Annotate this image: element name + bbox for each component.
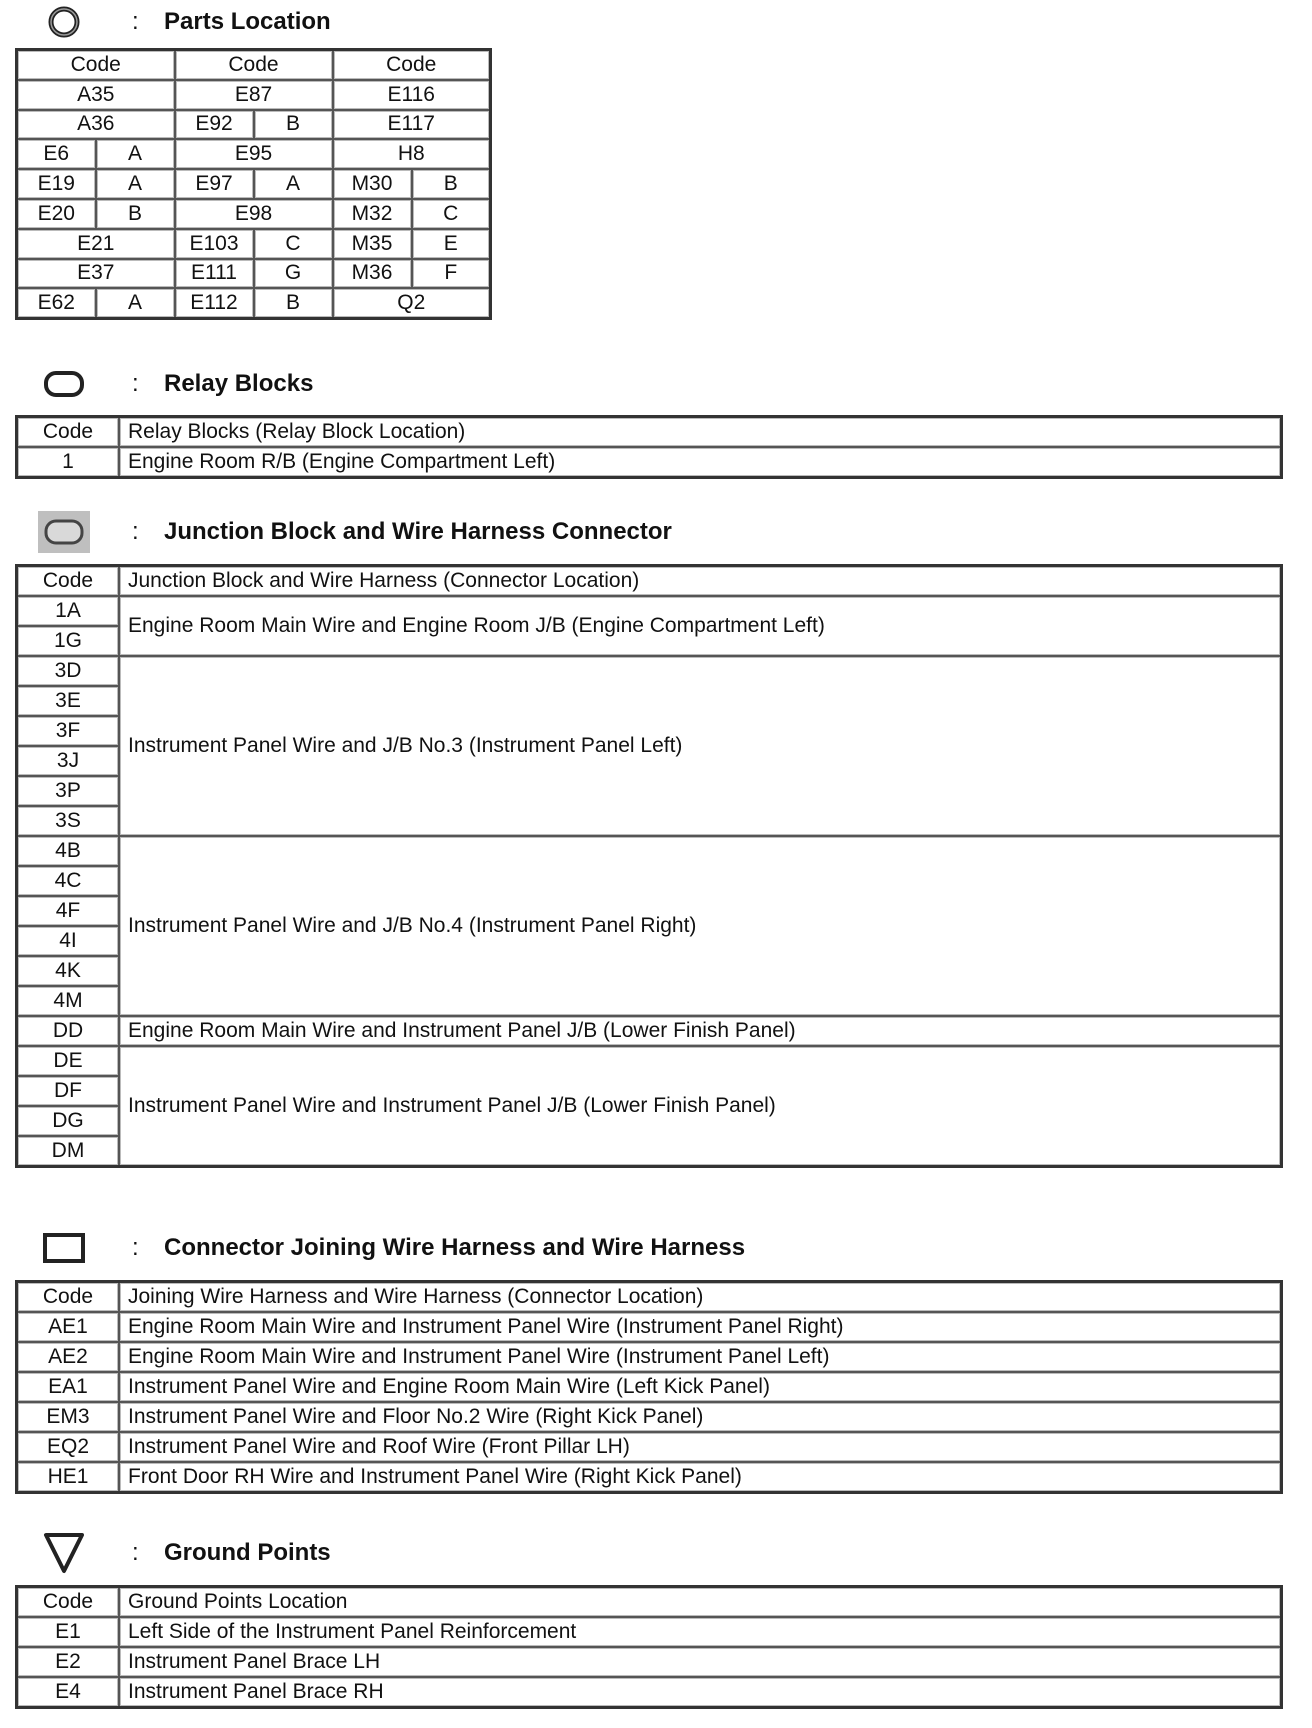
column-header: Code (175, 50, 333, 80)
code-cell: DE (17, 1046, 120, 1076)
location-column-header: Joining Wire Harness and Wire Harness (Connector Location) (119, 1282, 1282, 1313)
table-cell: E97 (175, 169, 254, 199)
header-row (17, 1282, 1282, 1313)
location-cell: Instrument Panel Brace LH (119, 1647, 1282, 1677)
table-row (17, 80, 491, 110)
location-cell: Front Door RH Wire and Instrument Panel Wire (Right Kick Panel) (119, 1462, 1282, 1493)
table-cell: E6 (17, 139, 96, 169)
code-cell: E1 (17, 1617, 120, 1647)
code-cell: E2 (17, 1647, 120, 1677)
ground-points-heading (36, 1533, 331, 1573)
location-cell: Engine Room Main Wire and Instrument Panel J/B (Lower Finish Panel) (119, 1016, 1282, 1046)
location-cell: Engine Room R/B (Engine Compartment Left) (119, 447, 1282, 478)
code-cell: 3F (17, 716, 120, 746)
table-row (17, 1647, 1282, 1677)
code-cell: 3D (17, 656, 120, 686)
code-cell: 4F (17, 896, 120, 926)
table-cell: E112 (175, 288, 254, 318)
column-header: Code (333, 50, 491, 80)
header-row (17, 417, 1282, 448)
location-cell: Engine Room Main Wire and Instrument Panel Wire (Instrument Panel Right) (119, 1312, 1282, 1342)
table-cell: A36 (17, 110, 175, 140)
heading-colon: : (132, 1234, 139, 1261)
location-cell: Instrument Panel Wire and Roof Wire (Front Pillar LH) (119, 1432, 1282, 1462)
table-row (17, 169, 491, 199)
table-cell: E111 (175, 259, 254, 289)
table-cell: A (96, 288, 175, 318)
ground-points-table (15, 1585, 1283, 1709)
table-row (17, 1016, 1282, 1046)
heading-colon: : (132, 1539, 139, 1566)
code-cell: 3P (17, 776, 120, 806)
table-cell: E37 (17, 259, 175, 289)
table-cell: E116 (333, 80, 491, 110)
table-cell: B (254, 110, 333, 140)
heading-colon: : (132, 370, 139, 397)
location-cell: Instrument Panel Wire and Floor No.2 Wire (Right Kick Panel) (119, 1402, 1282, 1432)
code-cell: DM (17, 1136, 120, 1167)
table-cell: M30 (333, 169, 412, 199)
table-row (17, 1372, 1282, 1402)
table-cell: M32 (333, 199, 412, 229)
code-column-header: Code (17, 566, 120, 597)
table-cell: E19 (17, 169, 96, 199)
code-cell: 4I (17, 926, 120, 956)
table-row (17, 1617, 1282, 1647)
code-cell: EA1 (17, 1372, 120, 1402)
table-row (17, 229, 491, 259)
table-row (17, 1677, 1282, 1708)
table-cell: A (96, 169, 175, 199)
section-title: Ground Points (164, 1539, 331, 1566)
code-cell: 4B (17, 836, 120, 866)
code-cell: DF (17, 1076, 120, 1106)
table-cell: E (412, 229, 491, 259)
heading-colon: : (132, 518, 139, 545)
table-cell: E117 (333, 110, 491, 140)
table-row (17, 288, 491, 318)
code-cell: EM3 (17, 1402, 120, 1432)
table-row (17, 1046, 1282, 1076)
table-cell: G (254, 259, 333, 289)
connector-table (15, 1280, 1283, 1494)
table-cell: M35 (333, 229, 412, 259)
table-cell: E20 (17, 199, 96, 229)
header-row (17, 1587, 1282, 1618)
code-cell: 4M (17, 986, 120, 1016)
table-cell: Q2 (333, 288, 491, 318)
parts-location-table (15, 48, 492, 320)
location-cell: Instrument Panel Brace RH (119, 1677, 1282, 1708)
location-column-header: Relay Blocks (Relay Block Location) (119, 417, 1282, 448)
section-title: Connector Joining Wire Harness and Wire Harness (164, 1234, 746, 1261)
code-cell: DG (17, 1106, 120, 1136)
code-cell: DD (17, 1016, 120, 1046)
table-cell: C (254, 229, 333, 259)
table-row (17, 1402, 1282, 1432)
table-row (17, 1462, 1282, 1493)
code-cell: 3J (17, 746, 120, 776)
section-title: Junction Block and Wire Harness Connector (164, 518, 672, 545)
table-row (17, 199, 491, 229)
code-cell: 1A (17, 596, 120, 626)
location-column-header: Ground Points Location (119, 1587, 1282, 1618)
code-cell: 1G (17, 626, 120, 656)
table-row (17, 139, 491, 169)
code-cell: 1 (17, 447, 120, 478)
table-row (17, 447, 1282, 478)
location-cell: Engine Room Main Wire and Instrument Panel Wire (Instrument Panel Left) (119, 1342, 1282, 1372)
code-cell: AE1 (17, 1312, 120, 1342)
table-cell: B (412, 169, 491, 199)
table-cell: C (412, 199, 491, 229)
location-cell: Instrument Panel Wire and Instrument Panel J/B (Lower Finish Panel) (119, 1046, 1282, 1167)
junction-block-heading (36, 512, 672, 552)
location-cell: Left Side of the Instrument Panel Reinforcement (119, 1617, 1282, 1647)
table-cell: E62 (17, 288, 96, 318)
table-cell: M36 (333, 259, 412, 289)
code-cell: 4K (17, 956, 120, 986)
location-cell: Instrument Panel Wire and J/B No.4 (Instrument Panel Right) (119, 836, 1282, 1016)
location-cell: Instrument Panel Wire and Engine Room Main Wire (Left Kick Panel) (119, 1372, 1282, 1402)
header-row (17, 566, 1282, 597)
location-cell: Engine Room Main Wire and Engine Room J/B (Engine Compartment Left) (119, 596, 1282, 656)
table-cell: H8 (333, 139, 491, 169)
table-row (17, 836, 1282, 866)
table-cell: F (412, 259, 491, 289)
relay-blocks-heading (36, 364, 313, 404)
table-cell: E98 (175, 199, 333, 229)
square-symbol-icon (36, 1228, 92, 1268)
code-column-header: Code (17, 1282, 120, 1313)
table-cell: B (96, 199, 175, 229)
code-column-header: Code (17, 1587, 120, 1618)
code-column-header: Code (17, 417, 120, 448)
code-cell: AE2 (17, 1342, 120, 1372)
table-cell: E87 (175, 80, 333, 110)
table-row (17, 656, 1282, 686)
table-cell: A (254, 169, 333, 199)
table-cell: A (96, 139, 175, 169)
code-cell: 4C (17, 866, 120, 896)
code-cell: E4 (17, 1677, 120, 1708)
table-cell: E103 (175, 229, 254, 259)
table-row (17, 1342, 1282, 1372)
table-cell: E21 (17, 229, 175, 259)
shaded-rounded-rect-symbol-icon (36, 512, 92, 552)
table-cell: A35 (17, 80, 175, 110)
circle-symbol-icon (36, 2, 92, 42)
heading-colon: : (132, 8, 139, 35)
table-cell: B (254, 288, 333, 318)
connector-heading (36, 1228, 745, 1268)
code-cell: 3S (17, 806, 120, 836)
location-cell: Instrument Panel Wire and J/B No.3 (Instrument Panel Left) (119, 656, 1282, 836)
section-title: Relay Blocks (164, 370, 314, 397)
code-cell: 3E (17, 686, 120, 716)
table-row (17, 596, 1282, 626)
junction-block-table (15, 564, 1283, 1168)
table-row (17, 110, 491, 140)
location-column-header: Junction Block and Wire Harness (Connector Location) (119, 566, 1282, 597)
code-cell: EQ2 (17, 1432, 120, 1462)
table-row (17, 1312, 1282, 1342)
table-row (17, 1432, 1282, 1462)
table-row (17, 259, 491, 289)
rounded-rect-symbol-icon (36, 364, 92, 404)
parts-location-heading (36, 2, 331, 42)
table-cell: E95 (175, 139, 333, 169)
triangle-symbol-icon (36, 1533, 92, 1573)
relay-blocks-table (15, 415, 1283, 479)
section-title: Parts Location (164, 8, 331, 35)
table-cell: E92 (175, 110, 254, 140)
column-header: Code (17, 50, 175, 80)
code-cell: HE1 (17, 1462, 120, 1493)
